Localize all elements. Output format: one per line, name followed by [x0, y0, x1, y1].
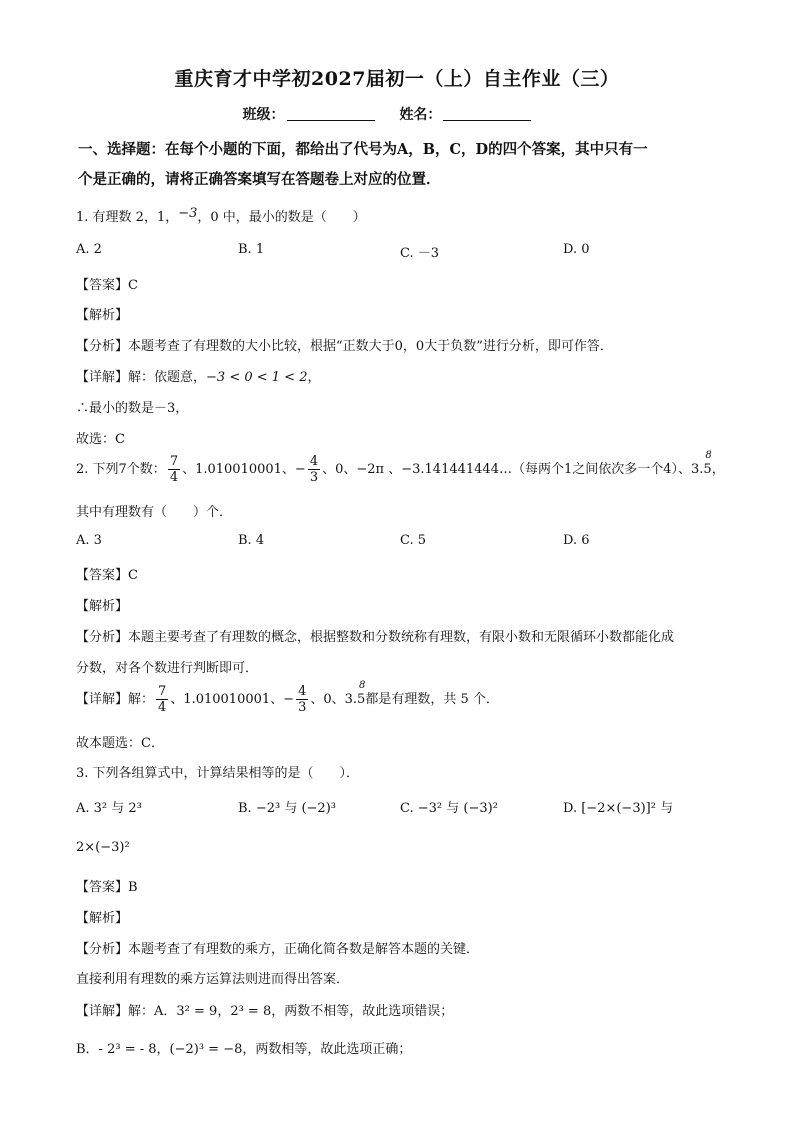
- q3-option-c: C. −3² 与 (−3)²: [400, 801, 498, 816]
- q3-answer: [76, 876, 138, 895]
- fenxi-label: 【分析】: [76, 630, 129, 645]
- page-title: 重庆育才中学初2027届初一（上）自主作业（三）: [174, 68, 620, 90]
- q1-detail-end: ，: [307, 370, 321, 385]
- frac-den: 3: [309, 470, 319, 485]
- q2-detail-fraction-7-4: [156, 684, 168, 715]
- frac-den: 4: [158, 700, 167, 715]
- section-heading-line-2: 个是正确的，请将正确答案填写在答题卷上对应的位置．: [78, 171, 441, 188]
- q2-stem-items-2: 、0、−2π 、−3.141441444…（每两个1之间依次多一个4）、3.: [322, 462, 704, 477]
- repeat-digit: 5: [703, 462, 712, 477]
- q2-detail-text: 解：: [128, 692, 155, 707]
- q1-fenxi: [76, 335, 613, 354]
- q2-detail: [76, 680, 499, 715]
- q2-option-b: B. 4: [238, 533, 265, 548]
- q2-choose: 故本题选：C．: [76, 736, 164, 751]
- q2-stem-items: 、1.010010001、−: [182, 462, 306, 477]
- q3-option-d-continued: 2×(−3)²: [76, 840, 130, 855]
- q3-option-d: D. [−2×(−3)]² 与: [563, 801, 674, 816]
- repeat-mark: 8: [358, 680, 366, 691]
- name-blank[interactable]: [443, 106, 531, 121]
- q1-conclusion: ∴最小的数是－3，: [76, 401, 189, 416]
- q2-answer-value: C: [128, 568, 138, 583]
- q2-fenxi-text: 本题主要考查了有理数的概念，根据整数和分数统称有理数，有限小数和无限循环小数都能化成: [128, 630, 675, 645]
- repeat-mark: 8: [705, 450, 712, 461]
- q2-stem: [76, 450, 725, 485]
- q2-stem-end: ，: [711, 462, 725, 477]
- q2-repeating-decimal: [703, 450, 712, 477]
- detail-label: 【详解】: [76, 1004, 129, 1019]
- frac-num: 4: [309, 454, 319, 469]
- q3-fenxi-text: 本题考查了有理数的乘方，正确化简各数是解答本题的关键．: [128, 942, 480, 957]
- q1-stem-text: 1. 有理数 2，1，: [76, 210, 179, 225]
- frac-num: 4: [298, 684, 307, 699]
- q1-answer: [76, 274, 138, 293]
- q2-fraction-7-4: [168, 454, 180, 485]
- q2-fraction-4-3: [308, 454, 320, 485]
- q1-stem: [76, 206, 366, 225]
- detail-label: 【详解】: [76, 692, 129, 707]
- section-heading-line-1: 一、选择题：在每个小题的下面，都给出了代号为A，B，C，D的四个答案，其中只有一: [78, 141, 648, 158]
- q1-choose: 故选：C: [76, 432, 125, 447]
- q3-analysis-label: 【解析】: [76, 911, 129, 926]
- q1-stem-text-end: ，0 中，最小的数是（ ）: [197, 210, 366, 225]
- answer-label: 【答案】: [76, 880, 129, 895]
- repeat-digit: 5: [357, 692, 366, 707]
- answer-label: 【答案】: [76, 568, 129, 583]
- frac-den: 3: [298, 700, 307, 715]
- q3-detail-a-text: 解：A．3² = 9，2³ = 8，两数不相等，故此选项错误；: [128, 1004, 454, 1019]
- q1-neg-three: −3: [178, 206, 198, 221]
- q2-stem-text: 2. 下列7个数：: [76, 462, 166, 477]
- q1-option-a: A. 2: [76, 242, 102, 257]
- q1-inequality: −3 < 0 < 1 < 2: [206, 370, 308, 385]
- q3-fenxi: [76, 938, 479, 957]
- q2-detail-mid: 、1.010010001、−: [170, 692, 295, 707]
- frac-num: 7: [158, 684, 167, 699]
- frac-den: 4: [169, 470, 179, 485]
- q1-option-c: C. －3: [400, 246, 440, 261]
- fenxi-label: 【分析】: [76, 339, 129, 354]
- q2-option-c: C. 5: [400, 533, 427, 548]
- q1-answer-value: C: [128, 278, 138, 293]
- q2-answer: [76, 564, 138, 583]
- q3-detail-b: B．- 2³ = - 8，(−2)³ = −8，两数相等，故此选项正确；: [76, 1042, 412, 1057]
- q1-detail-text: 解：依题意，: [128, 370, 207, 385]
- q2-detail-end: 都是有理数，共 5 个．: [365, 692, 499, 707]
- class-blank[interactable]: [287, 106, 375, 121]
- q2-detail-repeating-decimal: [357, 680, 366, 707]
- q3-direct: 直接利用有理数的乘方运算法则进而得出答案．: [76, 972, 350, 987]
- q2-fenxi-line-2: 分数，对各个数进行判断即可．: [76, 661, 259, 676]
- q2-option-d: D. 6: [563, 533, 590, 548]
- q3-answer-value: B: [128, 880, 138, 895]
- q2-detail-items: 、0、3.: [310, 692, 358, 707]
- q2-detail-fraction-4-3: [296, 684, 308, 715]
- q2-stem-line-2: 其中有理数有（ ）个．: [76, 505, 233, 520]
- student-info-line: [0, 104, 794, 124]
- fenxi-label: 【分析】: [76, 942, 129, 957]
- q1-analysis-label: 【解析】: [76, 308, 129, 323]
- q3-detail-a: [76, 1000, 453, 1019]
- q1-detail: [76, 366, 321, 385]
- q1-fenxi-text: 本题考查了有理数的大小比较，根据“正数大于0，0大于负数”进行分析，即可作答．: [128, 339, 613, 354]
- detail-label: 【详解】: [76, 370, 129, 385]
- q1-option-b: B. 1: [238, 242, 265, 257]
- answer-label: 【答案】: [76, 278, 129, 293]
- q2-fenxi-line-1: [76, 626, 674, 645]
- class-label: 班级：: [242, 107, 285, 123]
- frac-num: 7: [169, 454, 179, 469]
- q3-option-a: A. 3² 与 2³: [76, 801, 142, 816]
- name-label: 姓名：: [399, 107, 442, 123]
- q3-stem: 3. 下列各组算式中，计算结果相等的是（ ）．: [76, 766, 360, 781]
- q2-option-a: A. 3: [76, 533, 102, 548]
- q3-option-b: B. −2³ 与 (−2)³: [238, 801, 336, 816]
- q2-analysis-label: 【解析】: [76, 599, 129, 614]
- q1-option-d: D. 0: [563, 242, 590, 257]
